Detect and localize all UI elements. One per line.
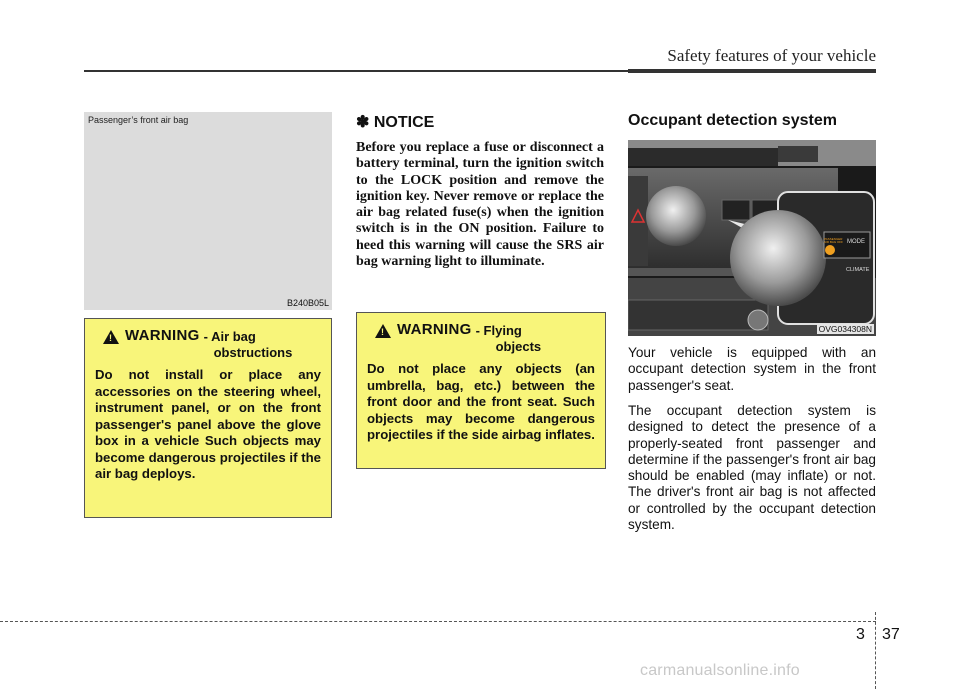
footer-divider [875, 612, 877, 689]
notice-title: ✽ NOTICE [356, 114, 435, 131]
page-number: 37 [882, 626, 900, 643]
airbag-figure [84, 112, 332, 310]
warning-subtitle-line1: - Flying [475, 323, 522, 338]
mode-label: MODE [847, 239, 865, 245]
warning-subtitle [476, 323, 542, 355]
ods-paragraph-1: Your vehicle is equipped with an occupant detection system in the front passenger's seat. [628, 345, 876, 393]
ods-figure [628, 140, 876, 336]
figure-code: B240B05L [286, 298, 329, 308]
ods-paragraph-2: The occupant detection system is designed to detect the presence of a properly-seated front passenger and determine if the passenger's front air bag should be enabled (may inflate) or not. The driver's front air bag is not affected or controlled by the occupant detection system. [628, 403, 876, 533]
warning-heading [103, 327, 321, 361]
warning-subtitle-line1: - Air bag [203, 329, 256, 344]
warning-body: Do not place any objects (an umbrella, bag, etc.) between the front door and the front seat. Such objects may become dangerous projectiles if the side airbag inflates. [367, 361, 595, 442]
warning-body: Do not install or place any accessories on the steering wheel, instrument panel, or on the front passenger's panel above the glove box in a vehicle Such objects may become dangerous projectiles if the air bag deploys. [95, 367, 321, 481]
header-rule-accent [628, 69, 876, 73]
warning-box-airbag-obstructions [84, 318, 332, 518]
warning-triangle-icon: ! [375, 324, 391, 338]
warning-triangle-icon: ! [103, 330, 119, 344]
header-title: Safety features of your vehicle [667, 46, 876, 65]
figure-caption: Passenger’s front air bag [88, 115, 189, 125]
figure-code: OVG034308N [818, 324, 872, 334]
warning-box-flying-objects [356, 312, 606, 469]
ods-title: Occupant detection system [628, 112, 837, 129]
climate-label: CLIMATE [846, 267, 870, 273]
warning-word: WARNING [397, 321, 472, 338]
warning-heading [375, 321, 595, 355]
footer-rule [0, 621, 876, 622]
airbag-off-label: PASSENGER AIR BAG OFF [824, 237, 844, 244]
warning-subtitle [204, 329, 293, 361]
warning-word: WARNING [125, 327, 200, 344]
notice-body: Before you replace a fuse or disconnect a battery terminal, turn the ignition switch to the LOCK position and remove the ignition key. Never remove or replace the air bag related fuse(s) when the ignition switch is in the ON position. Failure to heed this warning will cause the SRS air bag warning light to illuminate. [356, 140, 604, 270]
warning-subtitle-line2: obstructions [213, 345, 293, 360]
chapter-number: 3 [856, 626, 865, 643]
warning-subtitle-line2: objects [495, 339, 542, 354]
watermark: carmanualsonline.info [640, 662, 800, 679]
